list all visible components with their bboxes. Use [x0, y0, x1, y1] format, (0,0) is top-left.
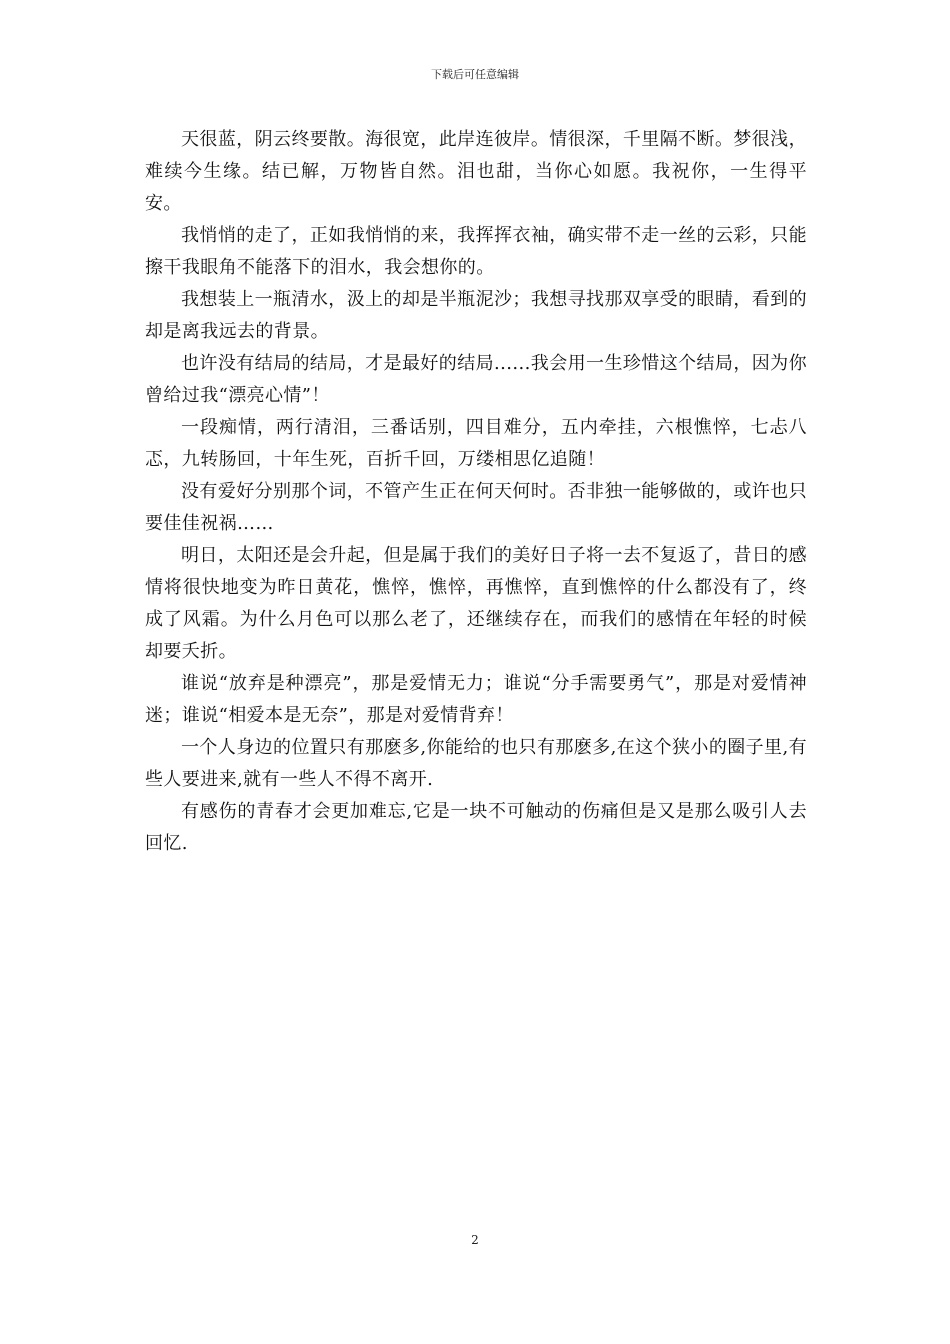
paragraph: 没有爱好分别那个词，不管产生正在何天何时。否非独一能够做的，或许也只要佳佳祝祸……: [145, 481, 807, 534]
paragraph: 我想装上一瓶清水，汲上的却是半瓶泥沙；我想寻找那双享受的眼睛，看到的却是离我远去的背景。: [145, 289, 807, 342]
paragraph: 一个人身边的位置只有那麽多,你能给的也只有那麽多,在这个狭小的圈子里,有些人要进来,就有一些人不得不离开.: [145, 737, 807, 790]
paragraph: 天很蓝，阴云终要散。海很宽，此岸连彼岸。情很深，千里隔不断。梦很浅，难续今生缘。结已解，万物皆自然。泪也甜，当你心如愿。我祝你，一生得平安。: [145, 129, 807, 214]
paragraph: 明日，太阳还是会升起，但是属于我们的美好日子将一去不复返了，昔日的感情将很快地变为昨日黄花，憔悴，憔悴，再憔悴，直到憔悴的什么都没有了，终成了风霜。为什么月色可以那么老了，还继续存在，而我们的感情在年轻的时候却要夭折。: [145, 545, 807, 662]
paragraph: 有感伤的青春才会更加难忘,它是一块不可触动的伤痛但是又是那么吸引人去回忆.: [145, 801, 807, 854]
paragraph: 一段痴情，两行清泪，三番话别，四目难分，五内牵挂，六根憔悴，七忐八忑，九转肠回，十年生死，百折千回，万缕相思亿追随！: [145, 417, 807, 470]
paragraph: 谁说“放弃是种漂亮”，那是爱情无力；谁说“分手需要勇气”，那是对爱情神迷；谁说“相爱本是无奈”，那是对爱情背弃！: [145, 673, 807, 726]
page-number: 2: [471, 1233, 479, 1247]
paragraph: 也许没有结局的结局，才是最好的结局......我会用一生珍惜这个结局，因为你曾给过我“漂亮心情”！: [145, 353, 807, 406]
document-body: [145, 124, 807, 860]
page-header: 下载后可任意编辑: [431, 68, 519, 81]
paragraph: 我悄悄的走了，正如我悄悄的来，我挥挥衣袖，确实带不走一丝的云彩，只能擦干我眼角不能落下的泪水，我会想你的。: [145, 225, 807, 278]
